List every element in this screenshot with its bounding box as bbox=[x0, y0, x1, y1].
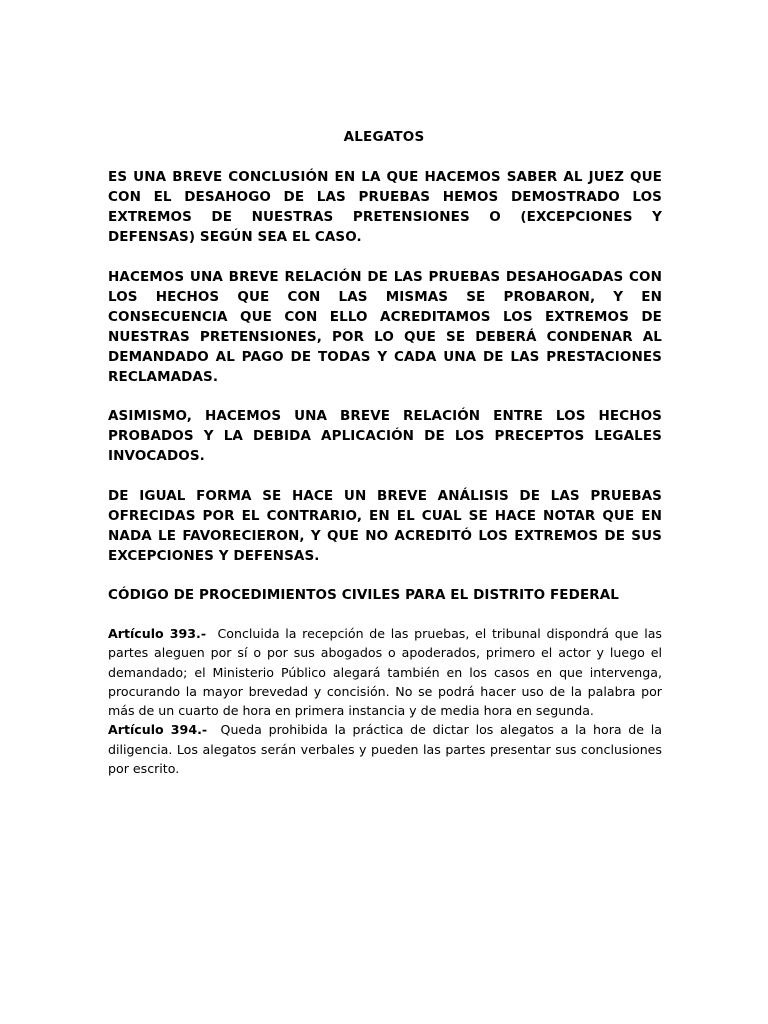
paragraph-definition: ES UNA BREVE CONCLUSIÓN EN LA QUE HACEMOS SABER AL JUEZ QUE CON EL DESAHOGO DE LAS PRUEBAS HEMOS DEMOSTRADO LOS EXTREMOS DE NUESTRAS PRETENSIONES O (EXCEPCIONES Y DEFENSAS) SEGÚN SEA EL CASO. bbox=[108, 169, 662, 245]
paragraph-opponent-analysis: DE IGUAL FORMA SE HACE UN BREVE ANÁLISIS DE LAS PRUEBAS OFRECIDAS POR EL CONTRARIO, EN EL CUAL SE HACE NOTAR QUE EN NADA LE FAVORECIERON, Y QUE NO ACREDITÓ LOS EXTREMOS DE SUS EXCEPCIONES Y DEFENSAS. bbox=[108, 488, 662, 564]
article-394 bbox=[108, 720, 662, 778]
article-label: Artículo 393.- bbox=[108, 626, 207, 641]
paragraph-evidence-relation: HACEMOS UNA BREVE RELACIÓN DE LAS PRUEBAS DESAHOGADAS CON LOS HECHOS QUE CON LAS MISMAS SE PROBARON, Y EN CONSECUENCIA QUE CON ELLO ACREDITAMOS LOS EXTREMOS DE NUESTRAS PRETENSIONES, POR LO QUE SE DEBERÁ CONDENAR AL DEMANDADO AL PAGO DE TODAS Y CADA UNA DE LAS PRESTACIONES RECLAMADAS. bbox=[108, 269, 662, 385]
article-393 bbox=[108, 624, 662, 720]
articles-section bbox=[108, 624, 662, 778]
code-heading: CÓDIGO DE PROCEDIMIENTOS CIVILES PARA EL DISTRITO FEDERAL bbox=[108, 587, 620, 603]
article-text: Queda prohibida la práctica de dictar los alegatos a la hora de la diligencia. Los alegatos serán verbales y pueden las partes presentar sus conclusiones por escrito. bbox=[108, 722, 662, 777]
article-text: Concluida la recepción de las pruebas, el tribunal dispondrá que las partes aleguen por sí o por sus abogados o apoderados, primero el actor y luego el demandado; el Ministerio Público alegará también en los casos en que intervenga, procurando la mayor brevedad y concisión. No se podrá hacer uso de la palabra por más de un cuarto de hora en primera instancia y de media hora en segunda. bbox=[108, 626, 662, 719]
document-title: ALEGATOS bbox=[343, 129, 425, 145]
article-label: Artículo 394.- bbox=[108, 722, 208, 738]
paragraph-legal-application: ASIMISMO, HACEMOS UNA BREVE RELACIÓN ENTRE LOS HECHOS PROBADOS Y LA DEBIDA APLICACIÓN DE LOS PRECEPTOS LEGALES INVOCADOS. bbox=[108, 408, 662, 464]
